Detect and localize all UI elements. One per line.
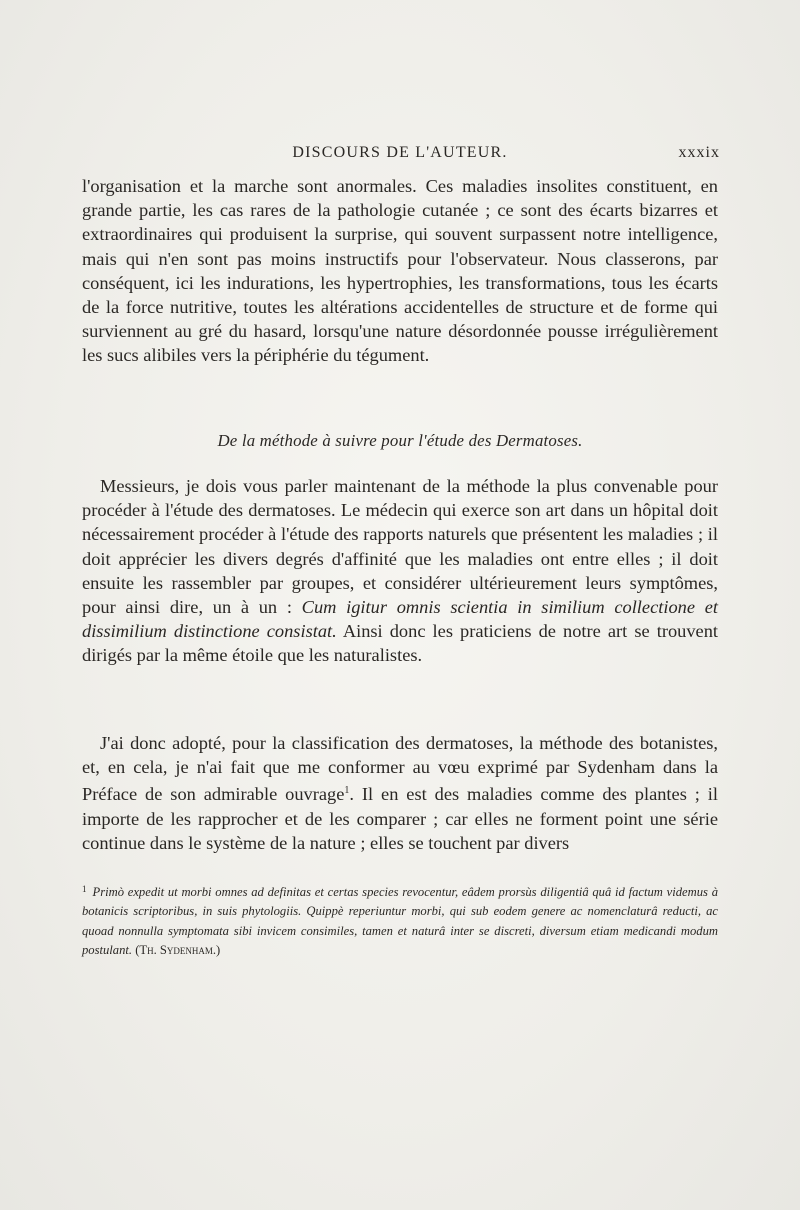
- footnote-text: Primò expedit ut morbi omnes ad definitas et certas species revocentur, eâdem prorsùs diligentiâ quâ id factum videmus à botanicis scriptoribus, in suis phytologiis. Quippè reperiuntur morbi, qui sub eodem genere ac nomenclaturâ reducti, ac quoad nonnulla symptomata sibi invicem consimiles, tamen et naturâ inter se discreti, diversum etiam medicandi modum postulant.: [82, 885, 718, 958]
- running-head: DISCOURS DE L'AUTEUR.: [292, 144, 508, 161]
- footnote-reference: 1: [344, 785, 350, 797]
- paragraph-2-text: [82, 474, 718, 668]
- paragraph-3-after: . Il en est des maladies comme des plantes ; il importe de les rapprocher et de les comparer ; car elles ne forment point une série continue dans le système de la nature ; elles se touchent par divers: [82, 784, 718, 853]
- paragraph-2: [82, 474, 718, 668]
- latin-quote: Cum igitur omnis scientia in similium collectione et dissimilium distinctione consistat.: [82, 597, 718, 642]
- paragraph-3-before: J'ai donc adopté, pour la classification des dermatoses, la méthode des botanistes, et, en cela, je n'ai fait que me conformer au vœu exprimé par Sydenham dans la Préface de son admirable ouvrage: [82, 733, 718, 805]
- page-number: xxxix: [678, 144, 720, 161]
- footnote: [82, 880, 718, 961]
- paragraph-2-outro: Ainsi donc les praticiens de notre art se trouvent dirigés par la même étoile que les naturalistes.: [82, 621, 718, 666]
- paragraph-2-intro: Messieurs, je dois vous parler maintenant de la méthode la plus convenable pour procéder à l'étude des dermatoses. Le médecin qui exerce son art dans un hôpital doit nécessairement procéder à l'étude des rapports naturels que présentent les maladies ; il doit apprécier les divers degrés d'affinité que les maladies ont entre elles ; il doit ensuite les rassembler par groupes, et considérer ultérieurement leurs symptômes, pour ainsi dire, un à un :: [82, 476, 718, 618]
- paragraph-1-text: l'organisation et la marche sont anormales. Ces maladies insolites constituent, en grande partie, les cas rares de la pathologie cutanée ; ce sont des écarts bizarres et extraordinaires qui produisent la surprise, qui souvent surpassent notre intelligence, mais qui n'en sont pas moins instructifs pour l'observateur. Nous classerons, par conséquent, ici les indurations, les hypertrophies, les transformations, tous les écarts de la force nutritive, toutes les altérations accidentelles de structure et de forme qui surviennent au gré du hasard, lorsqu'une nature désordonnée pousse irrégulièrement les sucs alibiles vers la périphérie du tégument.: [82, 176, 718, 366]
- page-header: [80, 144, 720, 168]
- footnote-mark: 1: [82, 884, 87, 894]
- paragraph-3: [82, 731, 718, 855]
- paragraph-3-text: [82, 731, 718, 855]
- section-heading: De la méthode à suivre pour l'étude des Dermatoses.: [217, 431, 583, 450]
- paragraph-1: [82, 174, 718, 368]
- footnote-attribution: (Th. Sydenham.): [135, 943, 221, 958]
